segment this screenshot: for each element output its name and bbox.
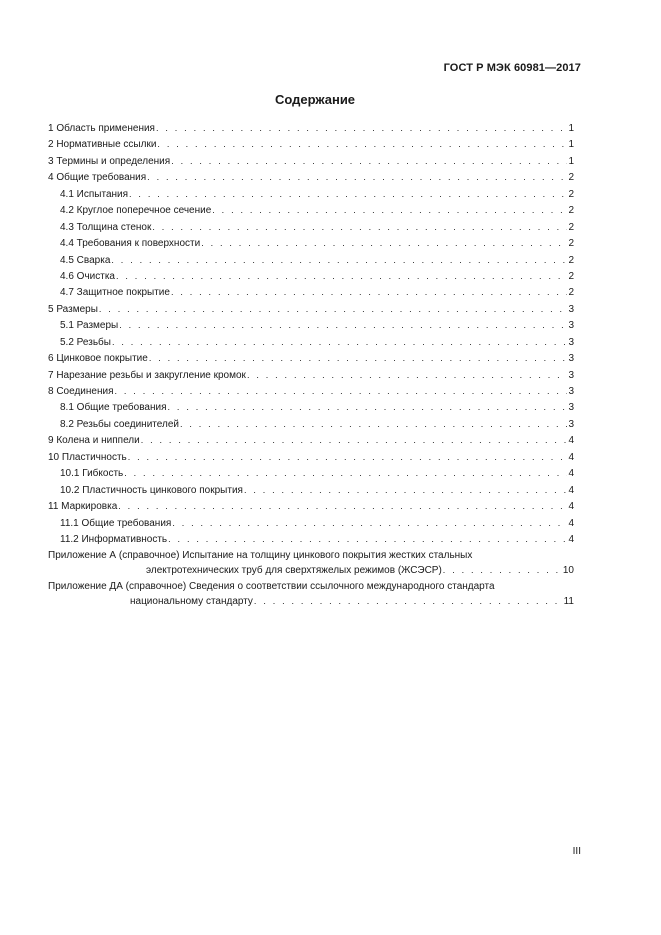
toc-item-page: 2 — [568, 287, 574, 299]
toc-item-8-2[interactable] — [48, 416, 574, 432]
toc-item-label: 1 Область применения — [48, 123, 155, 134]
toc-appendix-a[interactable] — [48, 548, 574, 578]
dot-leader — [115, 383, 568, 399]
toc-item-page: 2 — [568, 205, 574, 217]
toc-item-label: 9 Колена и ниппели — [48, 435, 140, 447]
appendix-title-line: Приложение ДА (справочное) Сведения о соответствии ссылочного международного стандарта — [48, 581, 495, 593]
page-title: Содержание — [274, 92, 356, 107]
toc-item-page: 3 — [568, 336, 574, 348]
toc-item-page: 4 — [568, 517, 574, 529]
toc-item-label: 10.1 Гибкость — [60, 468, 124, 480]
dot-leader — [168, 399, 568, 415]
dot-leader — [112, 334, 567, 350]
toc-item-8-1[interactable] — [48, 399, 574, 415]
toc-item-11[interactable] — [48, 498, 574, 514]
toc-item-page: 4 — [568, 468, 574, 480]
toc-item-page: 2 — [568, 270, 574, 282]
toc-item-label: 7 Нарезание резьбы и закругление кромок — [48, 369, 246, 381]
toc-item-page: 4 — [568, 533, 574, 545]
toc-item-page: 4 — [568, 484, 574, 496]
dot-leader — [443, 563, 562, 578]
toc-item-9[interactable] — [48, 432, 574, 448]
toc-item-label: 10 Пластичность — [48, 451, 127, 463]
toc-item-4-6[interactable] — [48, 268, 574, 284]
toc-item-7[interactable] — [48, 367, 574, 383]
toc-item-label: 4.3 Толщина стенок — [60, 221, 152, 233]
dot-leader — [180, 416, 567, 432]
dot-leader — [111, 252, 567, 268]
toc-item-label: 8 Соединения — [48, 386, 114, 397]
dot-leader — [116, 268, 567, 284]
toc-item-label: 6 Цинковое покрытие — [48, 353, 148, 365]
toc-item-page: 3 — [568, 320, 574, 332]
toc-item-label: 3 Термины и определения — [48, 155, 171, 167]
toc-item-8[interactable] — [48, 383, 574, 399]
toc-item-4-2[interactable] — [48, 202, 574, 218]
toc-item-page: 2 — [568, 172, 574, 184]
toc-item-page: 3 — [568, 418, 574, 430]
toc-item-page: 1 — [568, 139, 574, 151]
toc-item-page: 1 — [568, 155, 574, 167]
dot-leader — [244, 482, 567, 498]
toc-item-10-2[interactable] — [48, 482, 574, 498]
dot-leader — [147, 169, 567, 185]
toc-item-label: 5.2 Резьбы — [60, 336, 111, 348]
toc-item-11-1[interactable] — [48, 515, 574, 531]
toc-item-5[interactable] — [48, 301, 574, 317]
dot-leader — [152, 219, 567, 235]
dot-leader — [119, 317, 567, 333]
dot-leader — [99, 301, 568, 317]
dot-leader — [149, 350, 568, 366]
dot-leader — [168, 531, 567, 547]
toc-item-5-2[interactable] — [48, 334, 574, 350]
toc-item-page: 3 — [568, 402, 574, 414]
toc-item-label: 4.4 Требования к поверхности — [60, 238, 201, 250]
toc-item-4-5[interactable] — [48, 252, 574, 268]
toc-appendix-da[interactable] — [48, 579, 574, 609]
toc-item-page: 4 — [568, 435, 574, 447]
toc-item-label: 5 Размеры — [48, 303, 98, 315]
toc-item-page: 10 — [562, 565, 574, 577]
toc-item-label: 4.7 Защитное покрытие — [60, 287, 170, 299]
dot-leader — [172, 515, 567, 531]
dot-leader — [128, 449, 568, 465]
toc-item-label: 11.1 Общие требования — [60, 517, 172, 529]
toc-item-page: 2 — [568, 238, 574, 250]
toc-item-10-1[interactable] — [48, 465, 574, 481]
toc-item-page: 2 — [568, 254, 574, 266]
toc-item-10[interactable] — [48, 449, 574, 465]
toc-item-page: 2 — [568, 221, 574, 233]
toc-item-label: 4.1 Испытания — [60, 188, 129, 200]
dot-leader — [129, 186, 567, 202]
appendix-title-continuation: электротехнических труб для сверхтяжелых режимов (ЖСЭСР) — [146, 565, 442, 577]
toc-item-6[interactable] — [48, 350, 574, 366]
toc-item-1[interactable] — [48, 120, 574, 136]
toc-item-label: 11 Маркировка — [48, 501, 118, 513]
toc-item-label: 10.2 Пластичность цинкового покрытия — [60, 484, 243, 496]
toc-item-page: 3 — [568, 303, 574, 315]
toc-item-page: 3 — [568, 353, 574, 365]
dot-leader — [254, 594, 563, 609]
toc-item-4-1[interactable] — [48, 186, 574, 202]
dot-leader — [247, 367, 568, 383]
document-code: ГОСТ Р МЭК 60981—2017 — [443, 62, 581, 74]
toc-item-label: 11.2 Информативность — [60, 533, 168, 545]
toc-item-4-4[interactable] — [48, 235, 574, 251]
dot-leader — [171, 284, 568, 300]
toc-item-4[interactable] — [48, 169, 574, 185]
toc-item-4-7[interactable] — [48, 284, 574, 300]
toc-item-page: 3 — [568, 369, 574, 381]
dot-leader — [124, 465, 567, 481]
toc-item-label: 2 Нормативные ссылки — [48, 139, 157, 151]
appendix-title-line: Приложение А (справочное) Испытание на толщину цинкового покрытия жестких стальных — [48, 550, 473, 562]
toc-item-label: 5.1 Размеры — [60, 320, 119, 332]
toc-item-page: 2 — [568, 188, 574, 200]
toc-item-page: 4 — [568, 451, 574, 463]
dot-leader — [118, 498, 567, 514]
toc-item-page: 4 — [568, 501, 574, 513]
toc-item-label: 4.2 Круглое поперечное сечение — [60, 205, 212, 217]
dot-leader — [156, 120, 567, 136]
toc-item-page: 3 — [568, 386, 574, 397]
table-of-contents — [48, 120, 574, 610]
dot-leader — [171, 153, 567, 169]
dot-leader — [212, 202, 567, 218]
toc-item-label: 8.1 Общие требования — [60, 402, 167, 414]
toc-item-3[interactable] — [48, 153, 574, 169]
dot-leader — [141, 432, 568, 448]
toc-item-label: 4.6 Очистка — [60, 270, 115, 282]
toc-item-11-2[interactable] — [48, 531, 574, 547]
toc-item-4-3[interactable] — [48, 219, 574, 235]
toc-item-label: 8.2 Резьбы соединителей — [60, 418, 179, 430]
dot-leader — [157, 136, 567, 152]
page-number: III — [572, 846, 581, 857]
toc-item-label: 4 Общие требования — [48, 172, 147, 184]
toc-item-2[interactable] — [48, 136, 574, 152]
dot-leader — [201, 235, 567, 251]
toc-item-page: 1 — [568, 123, 574, 134]
toc-item-5-1[interactable] — [48, 317, 574, 333]
toc-item-page: 11 — [563, 596, 574, 608]
toc-item-label: 4.5 Сварка — [60, 254, 111, 266]
appendix-title-continuation: национальному стандарту — [130, 596, 253, 608]
